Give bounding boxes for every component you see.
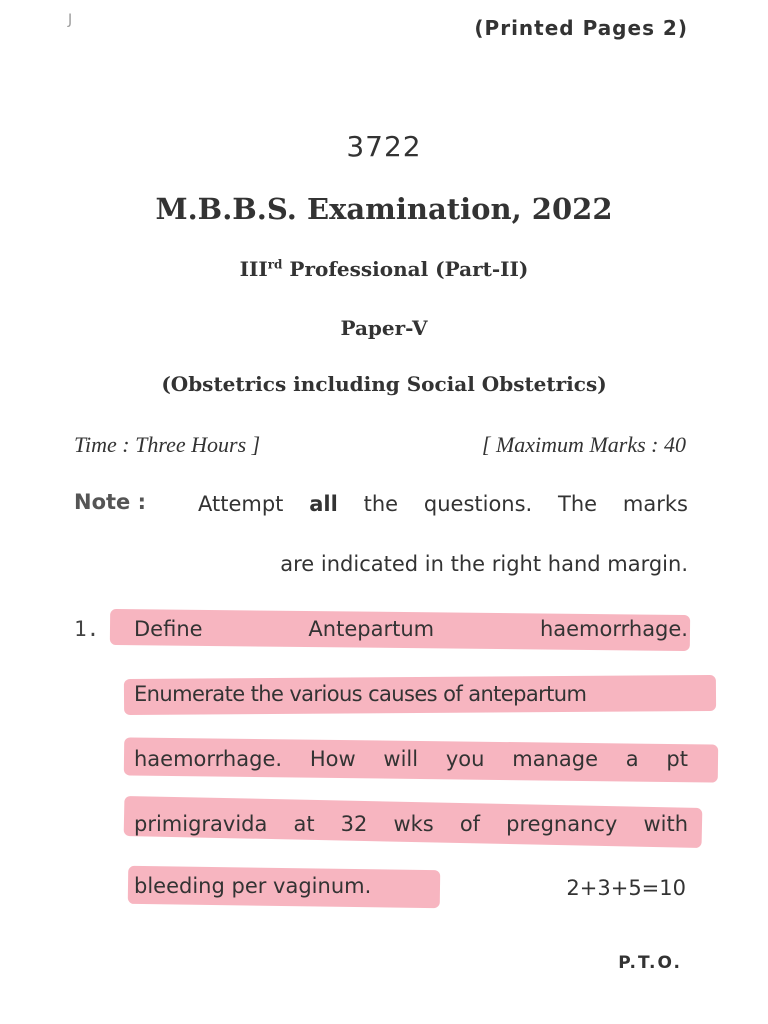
- note-line1-pre: Attempt: [198, 492, 310, 516]
- note-line-2: are indicated in the right hand margin.: [280, 552, 688, 576]
- corner-mark: J: [68, 12, 73, 28]
- question-line: Enumerate the various causes of antepartum: [134, 682, 587, 706]
- subject-title: (Obstetrics including Social Obstetrics): [161, 372, 607, 396]
- paper-number: Paper-V: [340, 316, 428, 340]
- professional-prefix: III: [239, 257, 268, 281]
- maximum-marks: [ Maximum Marks : 40: [481, 432, 686, 457]
- pto: P.T.O.: [618, 953, 682, 973]
- note-line1-bold: all: [309, 492, 338, 516]
- time-allowed: Time : Three Hours ]: [74, 432, 261, 457]
- professional-line: [0, 257, 768, 281]
- note-line-1: [198, 492, 688, 516]
- paper-code: 3722: [346, 130, 422, 163]
- exam-title: M.B.B.S. Examination, 2022: [155, 192, 613, 226]
- question-number: 1.: [74, 617, 100, 641]
- question-marks: 2+3+5=10: [566, 876, 686, 900]
- professional-sup: rd: [267, 257, 283, 272]
- note-label: Note :: [74, 490, 146, 514]
- question-line: haemorrhage. How will you manage a pt: [134, 747, 688, 771]
- question-line: Define Antepartum haemorrhage.: [134, 617, 688, 641]
- printed-pages: (Printed Pages 2): [474, 16, 688, 40]
- question-line: bleeding per vaginum.: [134, 874, 372, 898]
- professional-rest: Professional (Part-II): [282, 257, 529, 281]
- question-line: primigravida at 32 wks of pregnancy with: [134, 812, 688, 836]
- note-line1-post: the questions. The marks: [337, 492, 688, 516]
